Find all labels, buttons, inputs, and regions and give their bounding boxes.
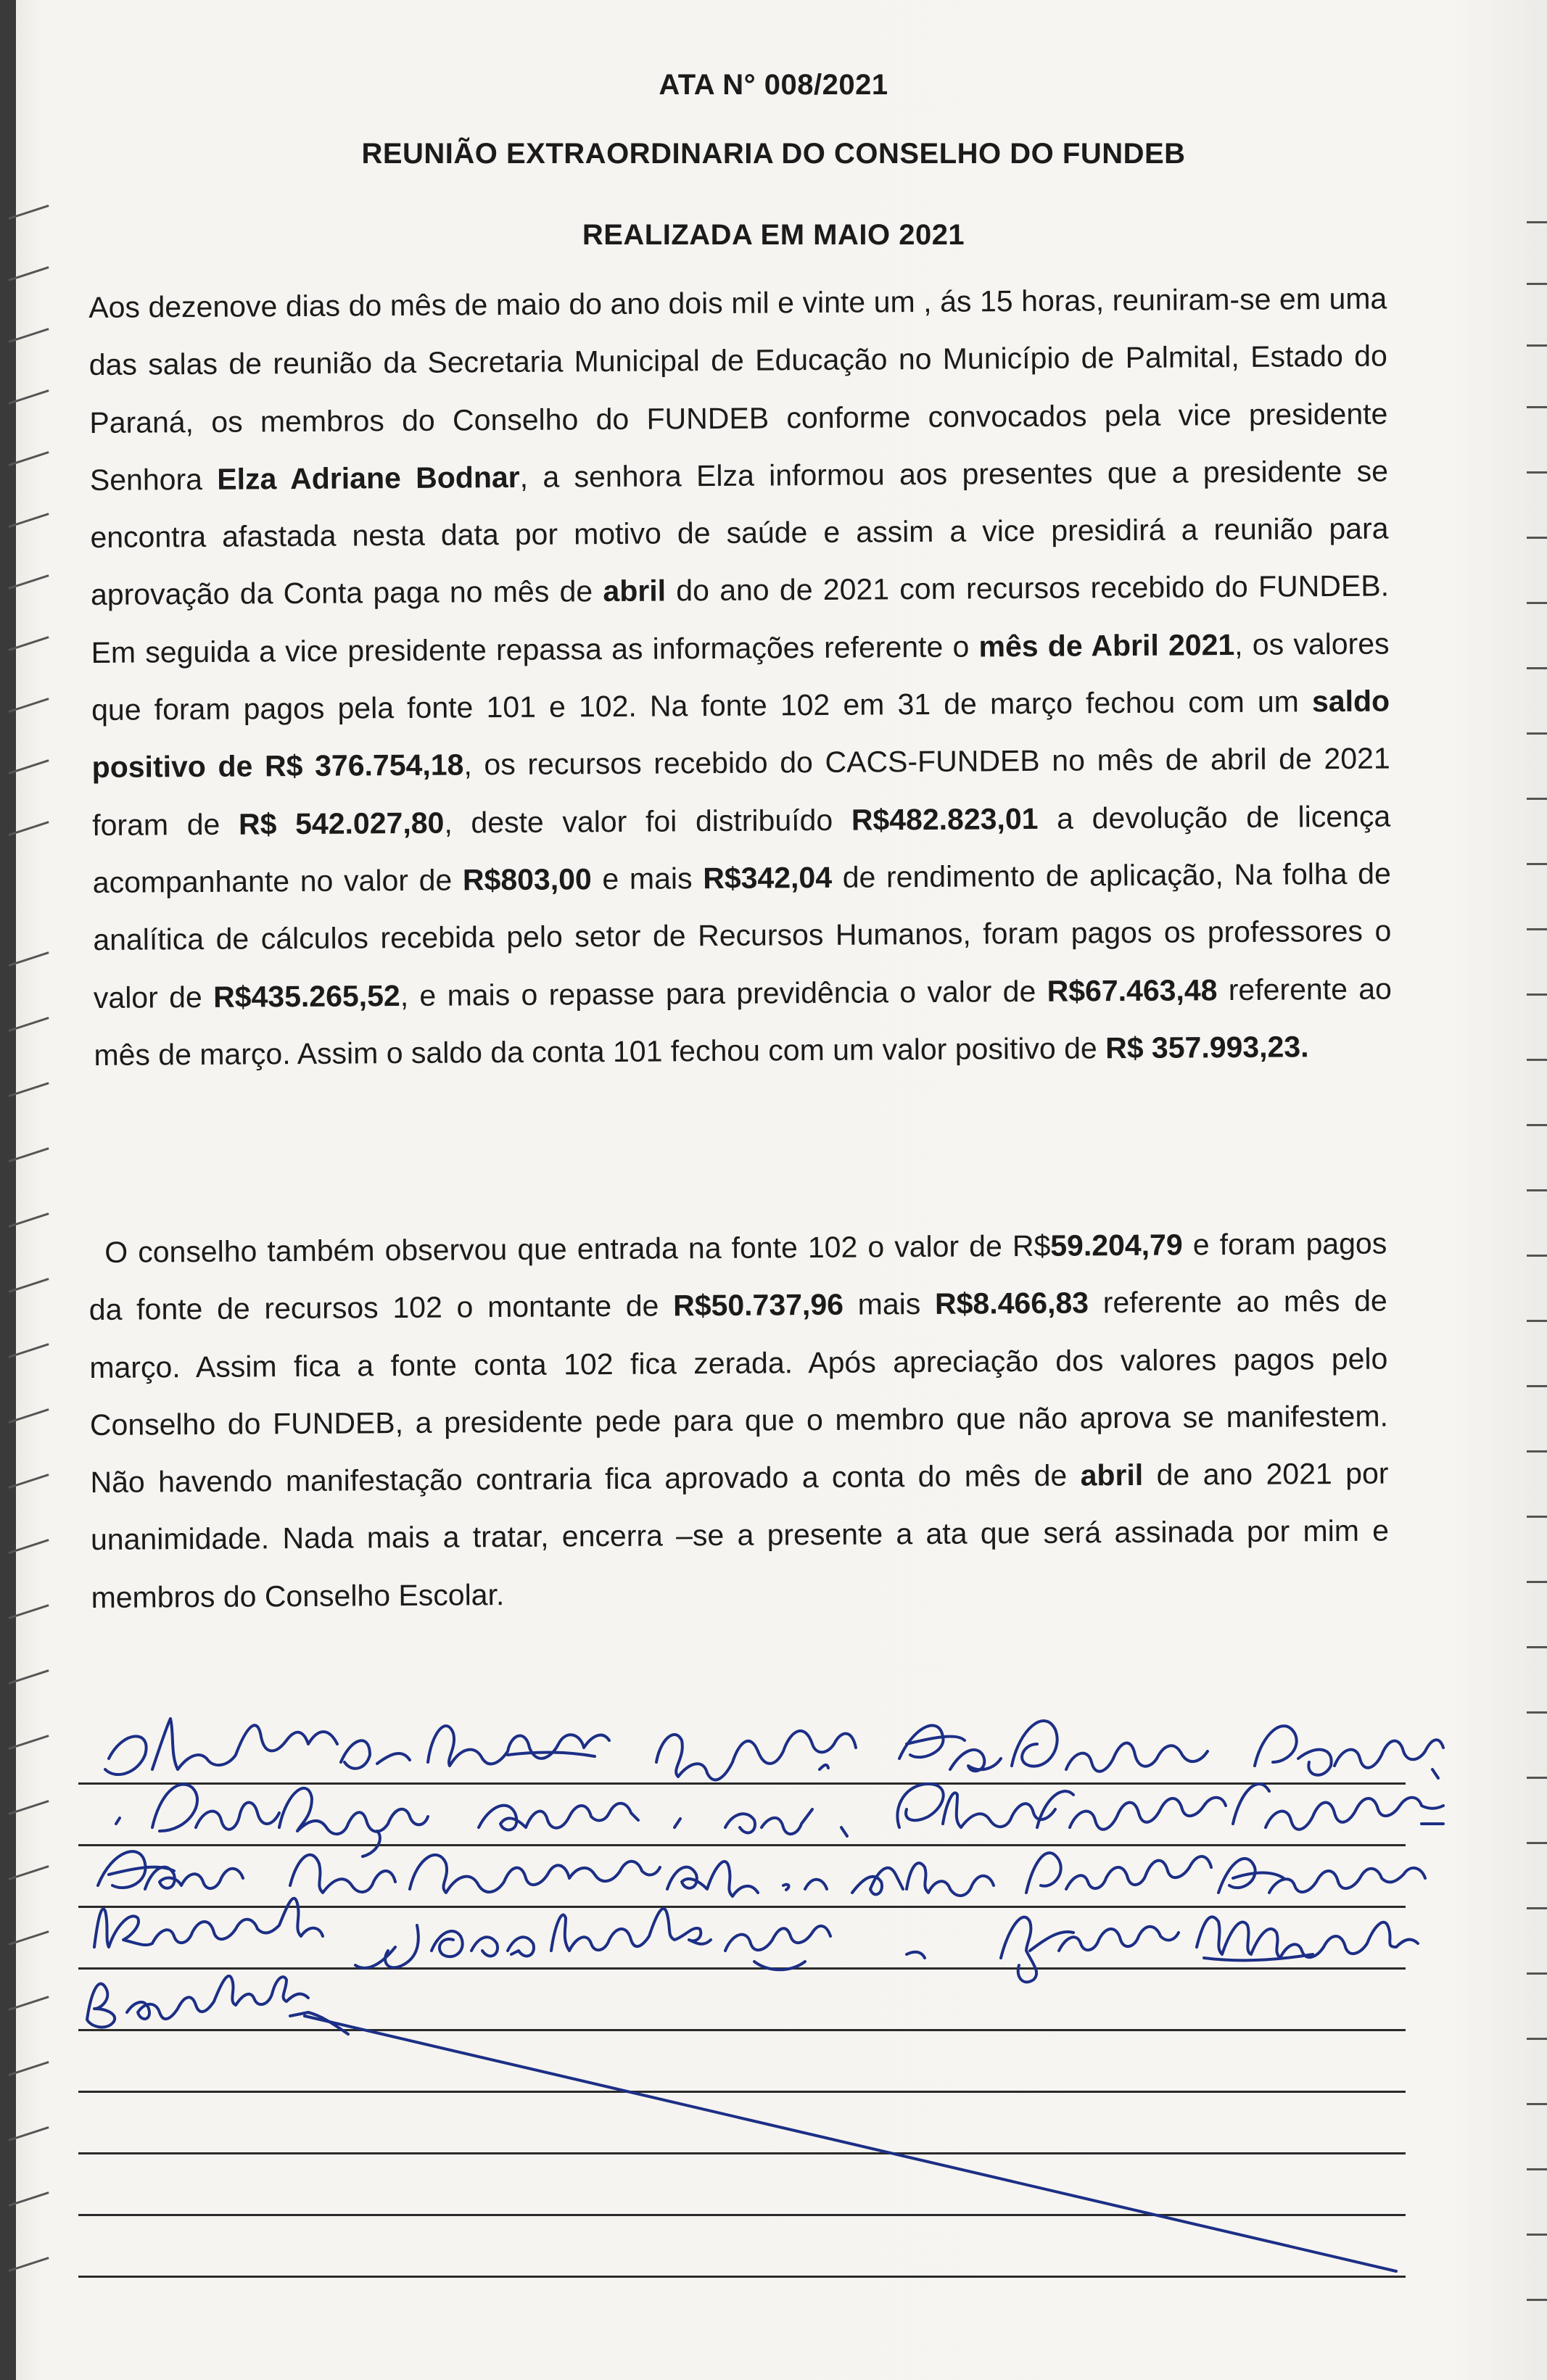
amount-highlight: R$50.737,96: [672, 1288, 844, 1323]
amount-highlight: R$ 542.027,80: [238, 806, 445, 841]
text-run: a devolução de licença acompanhante no valor de: [92, 799, 1391, 899]
ata-number: ATA N° 008/2021: [659, 69, 888, 101]
amount-highlight: saldo positivo de R$ 376.754,18: [91, 684, 1390, 785]
text-run: de rendimento de aplicação, Na folha de analítica de cálculos recebida pelo setor de Recursos Humanos, foram pagos os professores o valor de: [93, 856, 1392, 1015]
text-run: referente ao mês de março. Assim o saldo da conta 101 fechou com um valor positivo de: [94, 972, 1393, 1072]
amount-highlight: R$ 357.993,23.: [1105, 1030, 1309, 1065]
amount-highlight: R$8.466,83: [934, 1286, 1089, 1321]
vice-president-name: Elza Adriane Bodnar: [217, 460, 520, 496]
text-run: de ano 2021 por unanimidade. Nada mais a tratar, encerra –se a presente a ata que será assinada por mim e membros do Conselho Escolar.: [90, 1456, 1390, 1614]
text-run: e mais: [591, 861, 704, 896]
month-highlight: abril: [603, 574, 667, 608]
text-run: mais: [843, 1287, 936, 1322]
amount-highlight: R$482.823,01: [851, 801, 1039, 837]
text-run: , deste valor foi distribuído: [444, 803, 851, 840]
amount-highlight: 59.204,79: [1050, 1228, 1183, 1263]
text-run: , os valores que foram pagos pela fonte 101 e 102. Na fonte 102 em 31 de março fechou com um: [91, 627, 1390, 727]
text-run: , os recursos recebido do CACS-FUNDEB no mês de abril de 2021 foram de: [92, 741, 1390, 842]
month-highlight: mês de Abril 2021: [978, 627, 1235, 664]
meeting-date-line: REALIZADA EM MAIO 2021: [582, 219, 965, 251]
text-run: do ano de 2021 com recursos recebido do FUNDEB. Em seguida a vice presidente repassa as informações referente o: [91, 569, 1390, 669]
amount-highlight: R$803,00: [462, 862, 592, 897]
meeting-title: REUNIÃO EXTRAORDINARIA DO CONSELHO DO FUNDEB: [361, 138, 1186, 170]
amount-highlight: R$435.265,52: [213, 978, 400, 1014]
amount-highlight: R$67.463,48: [1047, 972, 1218, 1008]
text-run: e foram pagos da fonte de recursos 102 o montante de: [88, 1226, 1387, 1327]
month-highlight: abril: [1080, 1458, 1144, 1492]
text-run: , e mais o repasse para previdência o valor de: [400, 974, 1047, 1012]
text-run: referente ao mês de março. Assim fica a fonte conta 102 fica zerada. Após apreciação dos valores pagos pelo Conselho do FUNDEB, a presidente pede para que o membro que não aprova se manifestem. Não havendo manifestação contraria fica aprovado a conta do mês de: [89, 1284, 1389, 1500]
amount-highlight: R$342,04: [703, 860, 833, 896]
text-run: O conselho também observou que entrada na fonte 102 o valor de R$: [104, 1228, 1051, 1269]
text-run: Aos dezenove dias do mês de maio do ano dois mil e vinte um , ás 15 horas, reuniram-se em uma das salas de reunião da Secretaria Municipal de Educação no Município de Palmital, Estado do Paraná, os membros do Conselho do FUNDEB conforme convocados pela vice presidente Senhora: [88, 281, 1388, 497]
text-run: , a senhora Elza informou aos presentes que a presidente se encontra afastada nesta data por motivo de saúde e assim a vice presidirá a reunião para aprovação da Conta paga no mês de: [90, 454, 1389, 612]
